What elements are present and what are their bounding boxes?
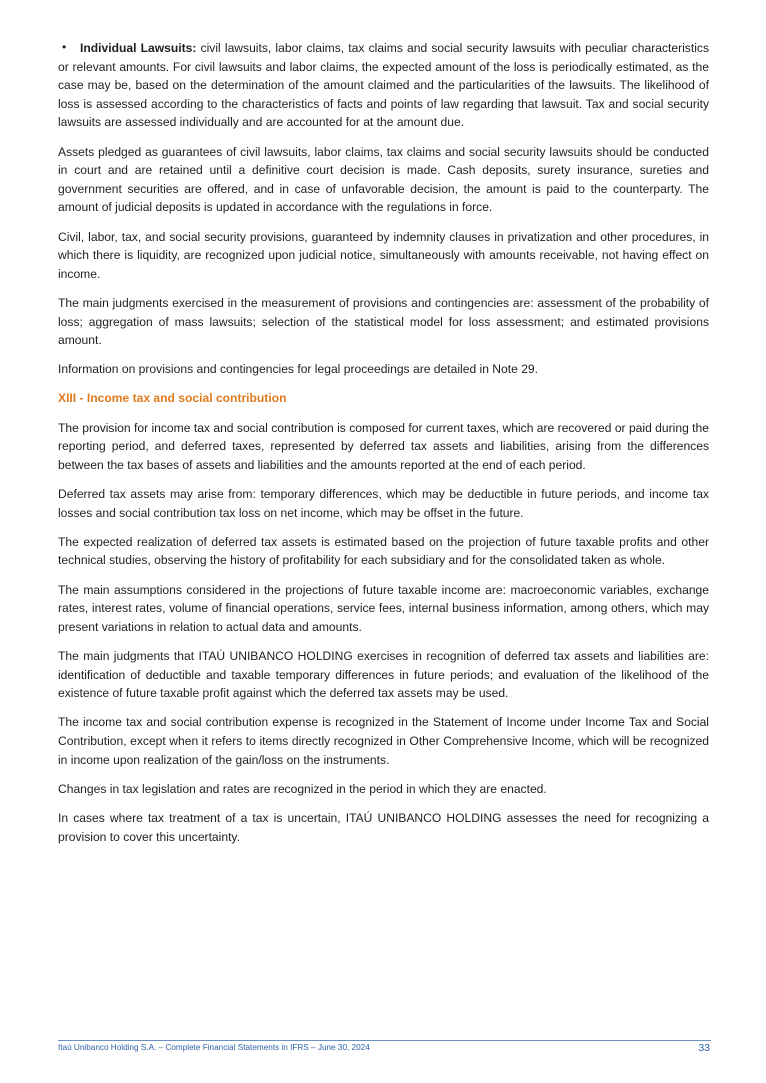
individual-lawsuits-paragraph (58, 38, 709, 132)
paragraph: The main judgments exercised in the measurement of provisions and contingencies are: assessment of the probability of loss; aggregation of mass lawsuits; selection of the statistical model for loss assessment; and estimated provisions amount. (58, 295, 709, 348)
document-body (58, 38, 709, 857)
paragraph: Information on provisions and contingencies for legal proceedings are detailed in Note 29. (58, 362, 539, 377)
bullet-text: civil lawsuits, labor claims, tax claims and social security lawsuits with peculiar characteristics or relevant amounts. For civil lawsuits and labor claims, the expected amount of the loss is periodically estimated, as the case may be, based on the determination of the amount claimed and the particularities of the lawsuits. The likelihood of loss is assessed according to the characteristics of facts and points of law regarding that lawsuit. Tax and social security lawsuits are assessed individually and are accounted for at the amount due. (58, 41, 709, 130)
paragraph: The expected realization of deferred tax assets is estimated based on the projection of future taxable profits and other technical studies, observing the history of profitability for each subsidiary and for the consolidated taken as whole. (58, 534, 709, 568)
paragraph: The main assumptions considered in the projections of future taxable income are: macroeconomic variables, exchange rates, interest rates, volume of financial operations, service fees, internal business information, among others, which may present variations in relation to actual data and amounts. (58, 582, 709, 634)
section-heading: XIII - Income tax and social contribution (58, 391, 287, 406)
footer-divider (58, 1040, 711, 1041)
bullet-term: Individual Lawsuits: (80, 41, 197, 55)
page-number: 33 (698, 1042, 710, 1054)
bullet-icon: • (62, 40, 67, 54)
paragraph: Deferred tax assets may arise from: temporary differences, which may be deductible in future periods, and income tax losses and social contribution tax loss on net income, which may be offset in the future. (58, 487, 709, 520)
paragraph: The income tax and social contribution expense is recognized in the Statement of Income under Income Tax and Social Contribution, except when it refers to items directly recognized in Other Comprehensive Income, which will be recognized in income upon realization of the gain/loss on the instruments. (58, 715, 709, 767)
paragraph: The main judgments that ITAÚ UNIBANCO HOLDING exercises in recognition of deferred tax assets and liabilities are: identification of deductible and taxable temporary differences in future periods; and evaluation of the likelihood of the existence of future taxable profit against which the deferred tax assets may be used. (58, 648, 709, 701)
paragraph: Changes in tax legislation and rates are recognized in the period in which they are enacted. (58, 781, 547, 796)
paragraph: Civil, labor, tax, and social security provisions, guaranteed by indemnity clauses in privatization and other procedures, in which there is liquidity, are recognized upon judicial notice, simultaneously with amounts receivable, not having effect on income. (58, 229, 709, 281)
paragraph: Assets pledged as guarantees of civil lawsuits, labor claims, tax claims and social security lawsuits should be conducted in court and are retained until a definitive court decision is made. Cash deposits, surety insurance, sureties and government securities are offered, and in case of unfavorable decision, the amount is paid to the counterparty. The amount of judicial deposits is updated in accordance with the regulations in force. (58, 144, 709, 215)
paragraph: The provision for income tax and social contribution is composed for current taxes, which are recovered or paid during the reporting period, and deferred taxes, represented by deferred tax assets and liabilities, arising from the differences between the tax bases of assets and liabilities and the amounts reported at the end of each period. (58, 420, 709, 472)
footer-text: Itaú Unibanco Holding S.A. – Complete Financial Statements in IFRS – June 30, 2024 (58, 1043, 370, 1052)
paragraph: In cases where tax treatment of a tax is uncertain, ITAÚ UNIBANCO HOLDING assesses the need for recognizing a provision to cover this uncertainty. (58, 810, 709, 844)
